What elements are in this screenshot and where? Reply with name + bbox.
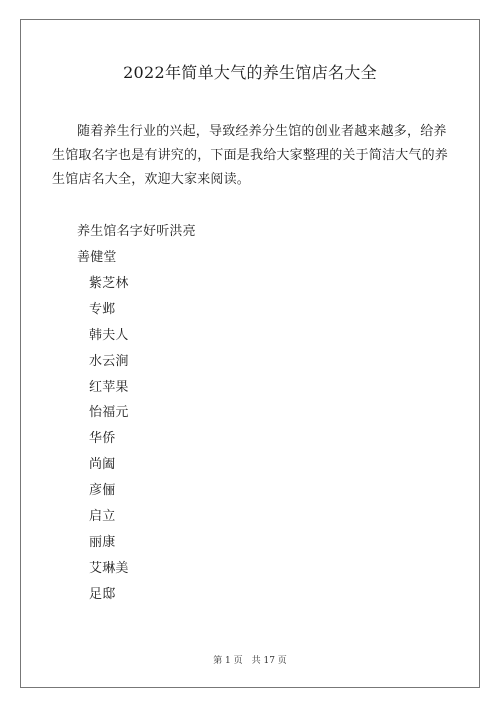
intro-paragraph: 随着养生行业的兴起，导致经养分生馆的创业者越来越多，给养生馆取名字也是有讲究的，下面是我给大家整理的关于简洁大气的养生馆店名大全，欢迎大家来阅读。 [52, 124, 449, 187]
name-item: 丽康 [89, 534, 116, 550]
name-item: 足邸 [89, 586, 116, 602]
name-item: 紫芝林 [89, 276, 129, 291]
name-item: 韩夫人 [89, 327, 129, 343]
name-item: 红苹果 [89, 379, 129, 395]
name-item: 华侨 [89, 431, 116, 447]
name-item: 怡福元 [89, 405, 129, 421]
name-item: 艾琳美 [89, 560, 129, 576]
name-item: 尚阖 [89, 457, 116, 473]
name-list [89, 274, 129, 611]
document-title: 2022年简单大气的养生馆店名大全 [123, 63, 377, 82]
name-item: 专邺 [89, 301, 116, 317]
name-item: 彦俪 [89, 483, 116, 499]
section-heading: 养生馆名字好听洪亮 [77, 224, 196, 239]
name-item: 启立 [89, 509, 116, 525]
page-footer: 第 1 页 共 17 页 [213, 656, 287, 666]
name-item: 水云涧 [89, 353, 129, 369]
name-item-first: 善健堂 [77, 250, 117, 265]
